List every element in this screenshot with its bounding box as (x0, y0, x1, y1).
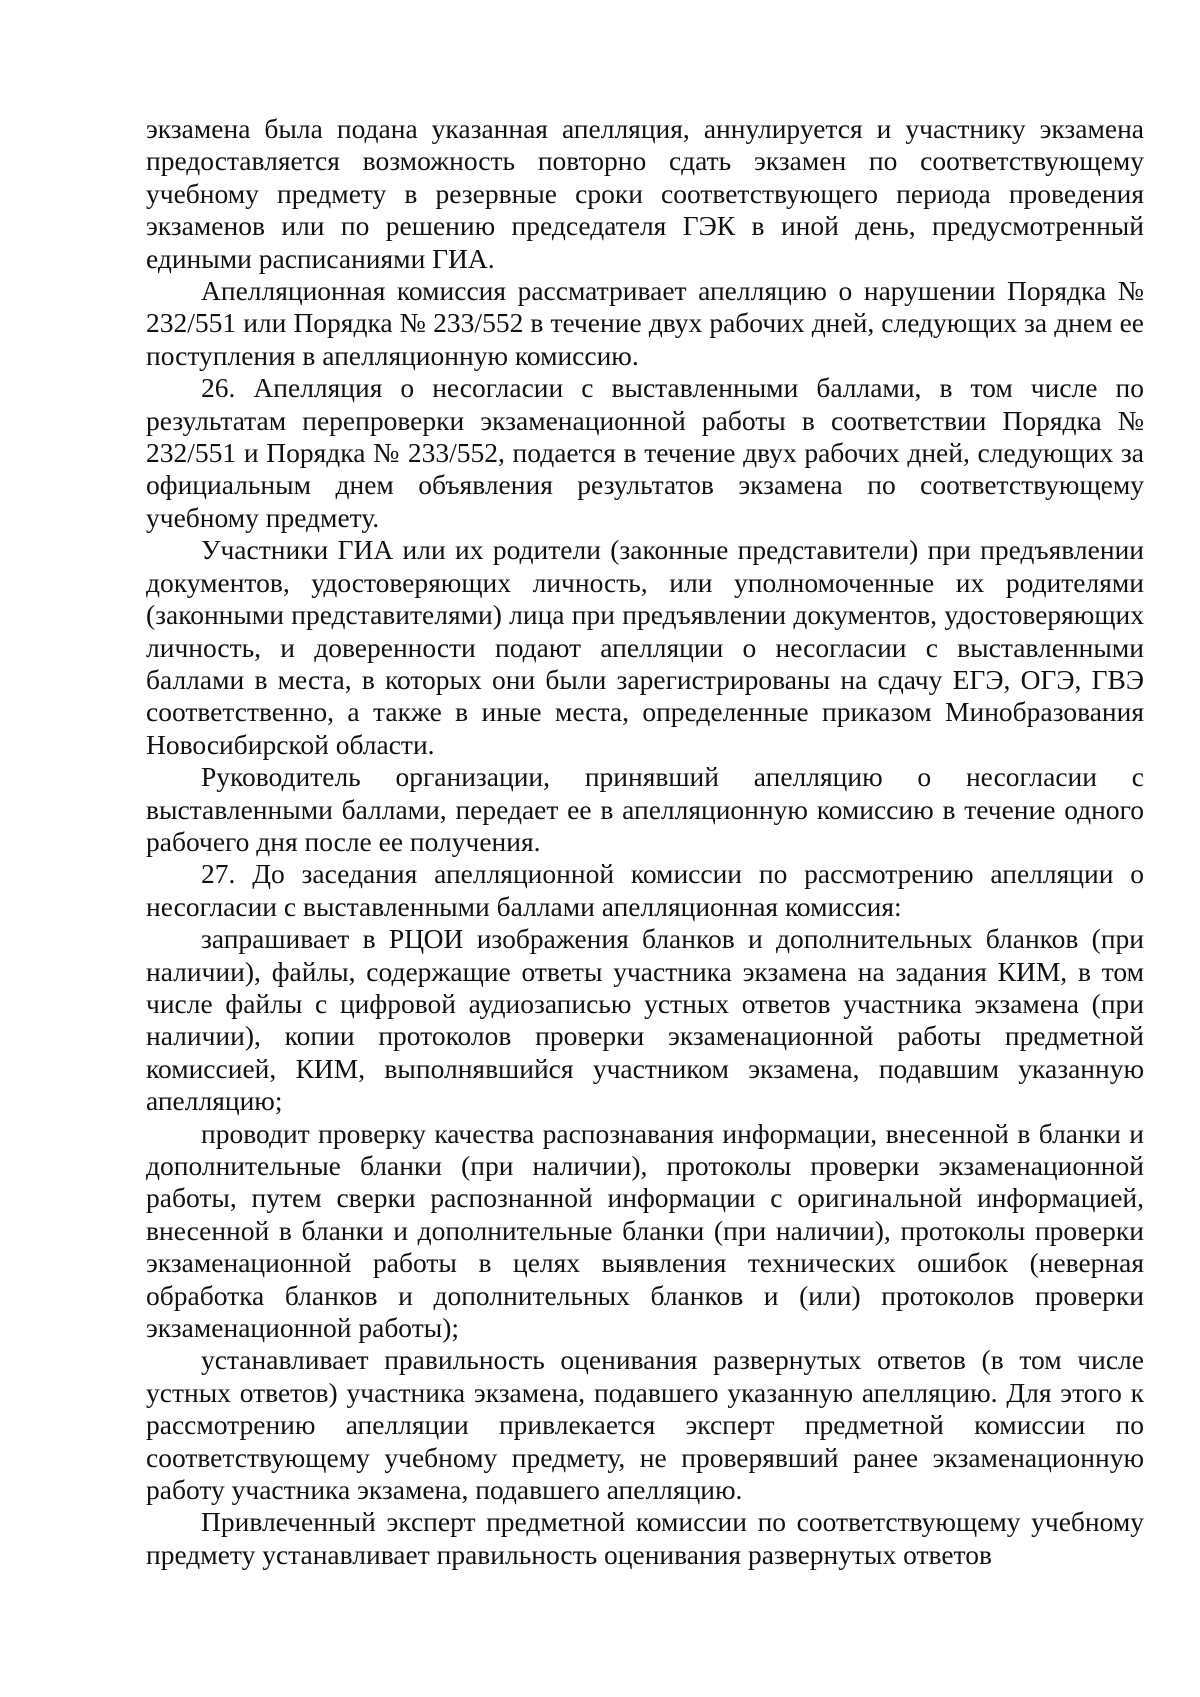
paragraph-item-26: 26. Апелляция о несогласии с выставленными баллами, в том числе по результатам перепроверки экзаменационной работы в соответствии Порядка № 232/551 и Порядка № 233/552, подается в течение двух рабочих дней, следующих за официальным днем объявления результатов экзамена по соответствующему учебному предмету. (146, 372, 1144, 533)
paragraph-organization-head: Руководитель организации, принявший апелляцию о несогласии с выставленными баллами, передает ее в апелляционную комиссию в течение одного рабочего дня после ее получения. (146, 761, 1144, 857)
paragraph-quality-check: проводит проверку качества распознавания информации, внесенной в бланки и дополнительные бланки (при наличии), протоколы проверки экзаменационной работы, путем сверки распознанной информации с оригинальной информацией, внесенной в бланки и дополнительные бланки (при наличии), протоколы проверки экзаменационной работы в целях выявления технических ошибок (неверная обработка бланков и дополнительных бланков и (или) протоколов проверки экзаменационной работы); (146, 1117, 1144, 1344)
paragraph-expert: Привлеченный эксперт предметной комиссии по соответствующему учебному предмету устанавливает правильность оценивания развернутых ответов (146, 1506, 1144, 1570)
paragraph-requests-rcoi: запрашивает в РЦОИ изображения бланков и дополнительных бланков (при наличии), файлы, содержащие ответы участника экзамена на задания КИМ, в том числе файлы с цифровой аудиозаписью устных ответов участника экзамена (при наличии), копии протоколов проверки экзаменационной работы предметной комиссией, КИМ, выполнявшийся участником экзамена, подавшим указанную апелляцию; (146, 923, 1144, 1117)
document-body (146, 113, 1144, 1571)
paragraph-item-27: 27. До заседания апелляционной комиссии по рассмотрению апелляции о несогласии с выставленными баллами апелляционная комиссия: (146, 858, 1144, 922)
paragraph-assessment: устанавливает правильность оценивания развернутых ответов (в том числе устных ответов) участника экзамена, подавшего указанную апелляцию. Для этого к рассмотрению апелляции привлекается эксперт предметной комиссии по соответствующему учебному предмету, не проверявший ранее экзаменационную работу участника экзамена, подавшего апелляцию. (146, 1344, 1144, 1506)
paragraph-participants: Участники ГИА или их родители (законные представители) при предъявлении документов, удостоверяющих личность, или уполномоченные их родителями (законными представителями) лица при предъявлении документов, удостоверяющих личность, и доверенности подают апелляции о несогласии с выставленными баллами в места, в которых они были зарегистрированы на сдачу ЕГЭ, ОГЭ, ГВЭ соответственно, а также в иные места, определенные приказом Минобразования Новосибирской области. (146, 534, 1144, 760)
paragraph-continuation: экзамена была подана указанная апелляция, аннулируется и участнику экзамена предоставляется возможность повторно сдать экзамен по соответствующему учебному предмету в резервные сроки соответствующего периода проведения экзаменов или по решению председателя ГЭК в иной день, предусмотренный едиными расписаниями ГИА. (146, 113, 1144, 274)
paragraph-appeal-review: Апелляционная комиссия рассматривает апелляцию о нарушении Порядка № 232/551 или Порядка № 233/552 в течение двух рабочих дней, следующих за днем ее поступления в апелляционную комиссию. (146, 275, 1144, 371)
